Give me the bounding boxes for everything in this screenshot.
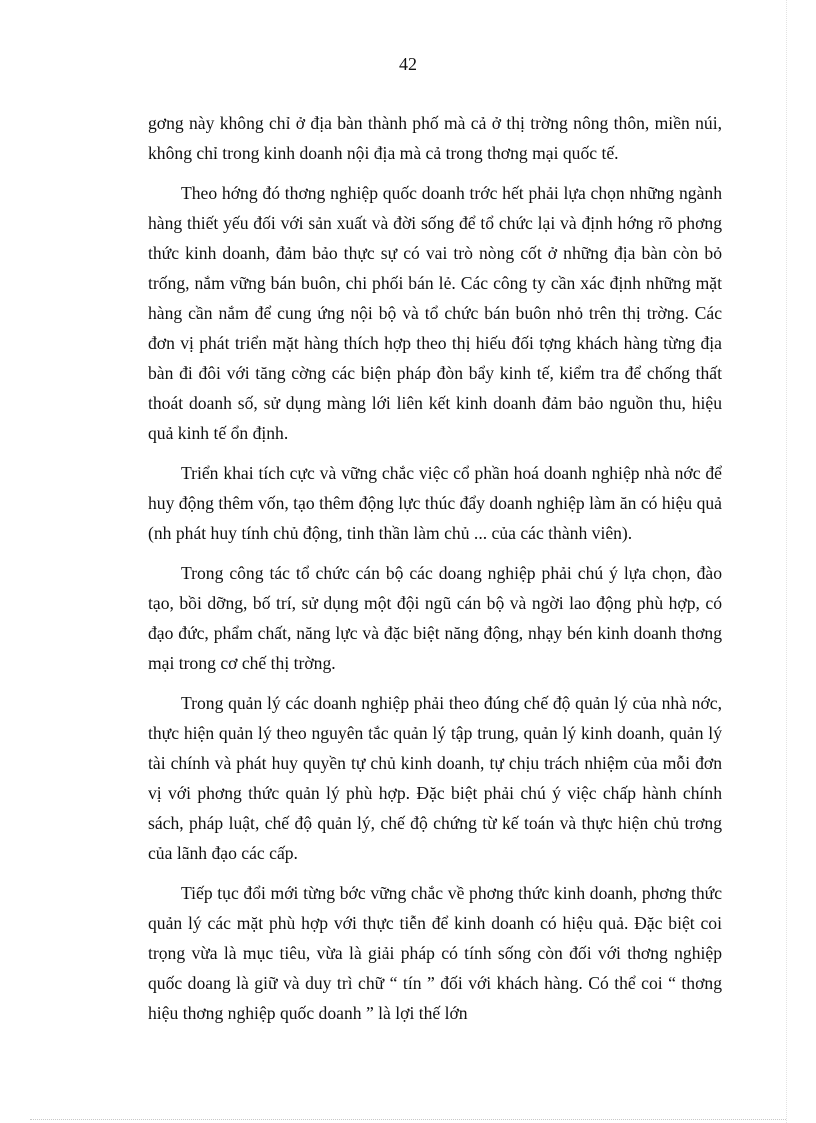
paragraph-4: Trong công tác tổ chức cán bộ các doang nghiệp phải chú ý lựa chọn, đào tạo, bồi dỡng, bố trí, sử dụng một đội ngũ cán bộ và ngời lao động phù hợp, có đạo đức, phẩm chất, năng lực và đặc biệt năng động, nhạy bén kinh doanh thơng mại trong cơ chế thị trờng.: [148, 563, 722, 673]
paragraph-5: Trong quản lý các doanh nghiệp phải theo đúng chế độ quản lý của nhà nớc, thực hiện quản lý theo nguyên tắc quản lý tập trung, quản lý kinh doanh, quản lý tài chính và phát huy quyền tự chủ kinh doanh, tự chịu trách nhiệm của mỗi đơn vị với phơng thức quản lý phù hợp. Đặc biệt phải chú ý việc chấp hành chính sách, pháp luật, chế độ quản lý, chế độ chứng từ kế toán và thực hiện chủ trơng của lãnh đạo các cấp.: [148, 693, 722, 863]
paragraph-2: Theo hớng đó thơng nghiệp quốc doanh trớc hết phải lựa chọn những ngành hàng thiết yếu đối với sản xuất và đời sống để tổ chức lại và định hớng rõ phơng thức kinh doanh, đảm bảo thực sự có vai trò nòng cốt ở những địa bàn còn bỏ trống, nắm vững bán buôn, chi phối bán lẻ. Các công ty cần xác định những mặt hàng cần nắm để cung ứng nội bộ và tổ chức bán buôn nhỏ trên thị trờng. Các đơn vị phát triển mặt hàng thích hợp theo thị hiếu đối tợng khách hàng từng địa bàn đi đôi với tăng cờng các biện pháp đòn bẩy kinh tế, kiểm tra để chống thất thoát doanh số, sử dụng màng lới liên kết kinh doanh đảm bảo nguồn thu, hiệu quả kinh tế ổn định.: [148, 183, 722, 443]
paragraph-1: gơng này không chỉ ở địa bàn thành phố mà cả ở thị trờng nông thôn, miền núi, không chỉ trong kinh doanh nội địa mà cả trong thơng mại quốc tế.: [148, 113, 722, 163]
footer-divider: [30, 1119, 786, 1120]
paragraph-6: Tiếp tục đổi mới từng bớc vững chắc về phơng thức kinh doanh, phơng thức quản lý các mặt phù hợp với thực tiễn để kinh doanh có hiệu quả. Đặc biệt coi trọng vừa là mục tiêu, vừa là giải pháp có tính sống còn đối với thơng nghiệp quốc doang là giữ và duy trì chữ “ tín ” đối với khách hàng. Có thể coi “ thơng hiệu thơng nghiệp quốc doanh ” là lợi thế lớn: [148, 883, 722, 1023]
paragraph-3: Triển khai tích cực và vững chắc việc cổ phần hoá doanh nghiệp nhà nớc để huy động thêm vốn, tạo thêm động lực thúc đẩy doanh nghiệp làm ăn có hiệu quả (nh phát huy tính chủ động, tinh thần làm chủ ... của các thành viên).: [148, 463, 722, 543]
page-number: 42: [399, 54, 417, 74]
body-text: [148, 108, 722, 1038]
page-edge-rule: [786, 0, 787, 1123]
